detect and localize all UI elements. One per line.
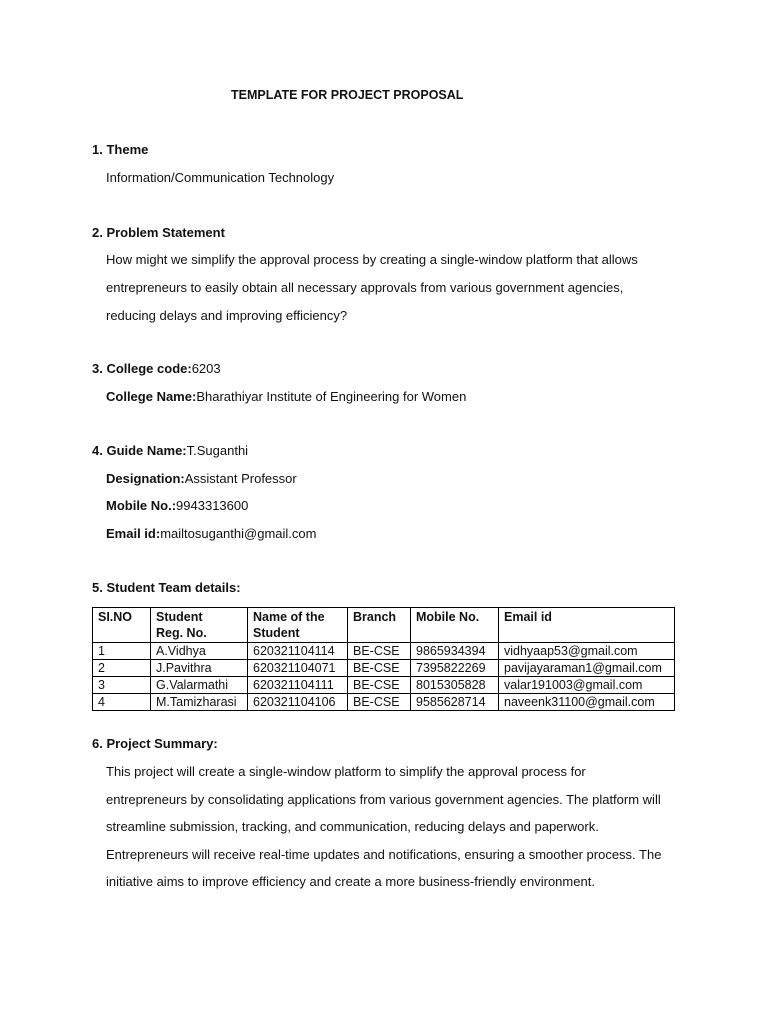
guide-designation-value: Assistant Professor bbox=[184, 471, 297, 486]
guide-designation-row bbox=[106, 471, 297, 486]
cell-name: 620321104106 bbox=[248, 694, 348, 711]
cell-reg-no: G.Valarmathi bbox=[151, 677, 248, 694]
problem-heading: 2. Problem Statement bbox=[92, 225, 225, 240]
guide-designation-label: Designation: bbox=[106, 471, 185, 486]
table-row bbox=[93, 677, 675, 694]
column-header-name: Name of the Student bbox=[248, 608, 348, 643]
guide-email-row bbox=[106, 526, 316, 541]
column-header-branch: Branch bbox=[348, 608, 411, 643]
team-table bbox=[92, 607, 675, 711]
guide-name-value: T.Suganthi bbox=[186, 443, 249, 458]
column-header-email: Email id bbox=[499, 608, 675, 643]
summary-line: entrepreneurs by consolidating applications from various government agencies. The platform will bbox=[106, 792, 661, 807]
cell-sino: 3 bbox=[93, 677, 151, 694]
team-heading: 5. Student Team details: bbox=[92, 580, 241, 595]
cell-mobile: 9865934394 bbox=[411, 643, 499, 660]
guide-mobile-label: Mobile No.: bbox=[106, 498, 177, 513]
summary-line: Entrepreneurs will receive real-time updates and notifications, ensuring a smoother process. The bbox=[106, 847, 662, 862]
cell-email: valar191003@gmail.com bbox=[499, 677, 675, 694]
cell-sino: 1 bbox=[93, 643, 151, 660]
cell-mobile: 7395822269 bbox=[411, 660, 499, 677]
cell-email: naveenk31100@gmail.com bbox=[499, 694, 675, 711]
cell-email: vidhyaap53@gmail.com bbox=[499, 643, 675, 660]
theme-heading: 1. Theme bbox=[92, 142, 149, 157]
team-table-header-row bbox=[93, 608, 675, 643]
table-row bbox=[93, 694, 675, 711]
guide-name-row bbox=[92, 443, 248, 458]
guide-email-value: mailtosuganthi@gmail.com bbox=[160, 526, 317, 541]
cell-sino: 4 bbox=[93, 694, 151, 711]
college-name-row bbox=[106, 389, 466, 404]
cell-branch: BE-CSE bbox=[348, 677, 411, 694]
summary-heading: 6. Project Summary: bbox=[92, 736, 218, 751]
document-title: TEMPLATE FOR PROJECT PROPOSAL bbox=[231, 88, 464, 102]
college-code-label: 3. College code: bbox=[92, 361, 192, 376]
college-code-value: 6203 bbox=[191, 361, 221, 376]
column-header-sino: SI.NO bbox=[93, 608, 151, 643]
problem-line: How might we simplify the approval process by creating a single-window platform that allows bbox=[106, 252, 638, 267]
college-name-value: Bharathiyar Institute of Engineering for Women bbox=[196, 389, 467, 404]
guide-mobile-row bbox=[106, 498, 248, 513]
cell-name: 620321104071 bbox=[248, 660, 348, 677]
cell-mobile: 9585628714 bbox=[411, 694, 499, 711]
cell-reg-no: A.Vidhya bbox=[151, 643, 248, 660]
problem-line: entrepreneurs to easily obtain all necessary approvals from various government agencies, bbox=[106, 280, 624, 295]
summary-line: This project will create a single-window platform to simplify the approval process for bbox=[106, 764, 586, 779]
cell-branch: BE-CSE bbox=[348, 643, 411, 660]
column-header-mobile: Mobile No. bbox=[411, 608, 499, 643]
cell-branch: BE-CSE bbox=[348, 660, 411, 677]
column-header-reg-no: Student Reg. No. bbox=[151, 608, 248, 643]
summary-line: initiative aims to improve efficiency and create a more business-friendly environment. bbox=[106, 874, 595, 889]
cell-reg-no: J.Pavithra bbox=[151, 660, 248, 677]
college-code-row bbox=[92, 361, 221, 376]
guide-name-label: 4. Guide Name: bbox=[92, 443, 187, 458]
guide-email-label: Email id: bbox=[106, 526, 161, 541]
cell-reg-no: M.Tamizharasi bbox=[151, 694, 248, 711]
cell-name: 620321104111 bbox=[248, 677, 348, 694]
cell-email: pavijayaraman1@gmail.com bbox=[499, 660, 675, 677]
cell-name: 620321104114 bbox=[248, 643, 348, 660]
guide-mobile-value: 9943313600 bbox=[176, 498, 249, 513]
cell-mobile: 8015305828 bbox=[411, 677, 499, 694]
theme-value: Information/Communication Technology bbox=[106, 170, 335, 185]
cell-branch: BE-CSE bbox=[348, 694, 411, 711]
table-row bbox=[93, 660, 675, 677]
summary-line: streamline submission, tracking, and communication, reducing delays and paperwork. bbox=[106, 819, 599, 834]
table-row bbox=[93, 643, 675, 660]
cell-sino: 2 bbox=[93, 660, 151, 677]
college-name-label: College Name: bbox=[106, 389, 197, 404]
problem-line: reducing delays and improving efficiency? bbox=[106, 308, 348, 323]
